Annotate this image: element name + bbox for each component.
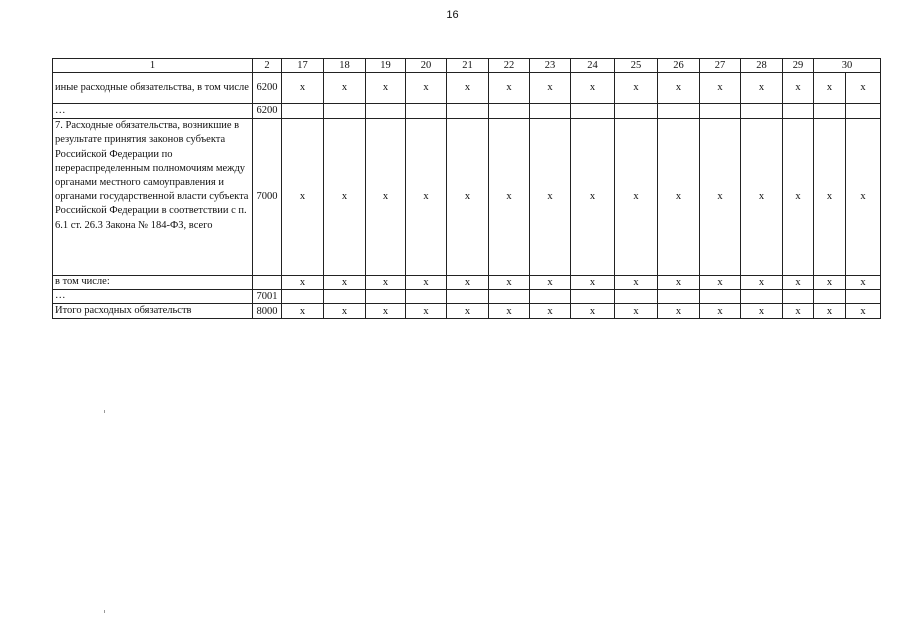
value-cell (741, 290, 783, 304)
value-cell: x (366, 119, 406, 276)
value-cell: x (489, 119, 530, 276)
value-cell: x (282, 73, 324, 104)
header-cell: 23 (530, 59, 571, 73)
value-cell: x (571, 119, 615, 276)
value-cell: x (658, 276, 700, 290)
value-cell: x (489, 276, 530, 290)
value-cell: x (324, 304, 366, 319)
header-cell: 30 (814, 59, 881, 73)
value-cell (282, 104, 324, 119)
value-cell: x (406, 276, 447, 290)
value-cell: x (700, 119, 741, 276)
value-cell: x (741, 276, 783, 290)
value-cell (615, 290, 658, 304)
value-cell: x (783, 119, 814, 276)
value-cell: x (530, 276, 571, 290)
value-cell (366, 104, 406, 119)
obligations-table (52, 58, 881, 319)
value-cell (571, 104, 615, 119)
value-cell (324, 290, 366, 304)
value-cell (530, 104, 571, 119)
value-cell: x (814, 304, 846, 319)
header-cell: 29 (783, 59, 814, 73)
row-description: … (53, 290, 253, 304)
value-cell (814, 104, 846, 119)
value-cell: x (366, 73, 406, 104)
value-cell: x (741, 119, 783, 276)
value-cell: x (846, 119, 881, 276)
table-row (53, 304, 881, 319)
row-description: иные расходные обязательства, в том числе (53, 73, 253, 104)
value-cell: x (366, 276, 406, 290)
value-cell (282, 290, 324, 304)
value-cell: x (447, 73, 489, 104)
value-cell: x (406, 304, 447, 319)
value-cell (658, 290, 700, 304)
value-cell: x (846, 276, 881, 290)
value-cell (447, 104, 489, 119)
value-cell (846, 104, 881, 119)
header-cell: 24 (571, 59, 615, 73)
row-description: … (53, 104, 253, 119)
value-cell: x (783, 276, 814, 290)
value-cell: x (615, 304, 658, 319)
header-cell: 22 (489, 59, 530, 73)
value-cell (700, 104, 741, 119)
value-cell (406, 104, 447, 119)
scan-speck (104, 610, 105, 613)
page-number: 16 (446, 9, 459, 21)
header-cell: 26 (658, 59, 700, 73)
value-cell: x (658, 304, 700, 319)
value-cell (366, 290, 406, 304)
value-cell: x (282, 119, 324, 276)
value-cell: x (282, 276, 324, 290)
value-cell: x (571, 304, 615, 319)
value-cell (530, 290, 571, 304)
row-code: 6200 (253, 104, 282, 119)
row-code: 7000 (253, 119, 282, 276)
value-cell: x (406, 119, 447, 276)
value-cell: x (700, 73, 741, 104)
value-cell: x (530, 304, 571, 319)
value-cell: x (741, 304, 783, 319)
table-row (53, 276, 881, 290)
value-cell: x (447, 276, 489, 290)
value-cell: x (324, 73, 366, 104)
value-cell: x (530, 119, 571, 276)
value-cell: x (783, 73, 814, 104)
value-cell: x (615, 73, 658, 104)
value-cell: x (615, 119, 658, 276)
value-cell (324, 104, 366, 119)
header-cell: 19 (366, 59, 406, 73)
value-cell: x (846, 73, 881, 104)
value-cell: x (530, 73, 571, 104)
value-cell: x (814, 276, 846, 290)
value-cell (700, 290, 741, 304)
value-cell (615, 104, 658, 119)
value-cell: x (700, 304, 741, 319)
value-cell: x (783, 304, 814, 319)
header-cell: 28 (741, 59, 783, 73)
value-cell: x (658, 119, 700, 276)
value-cell: x (447, 304, 489, 319)
value-cell (489, 290, 530, 304)
value-cell (741, 104, 783, 119)
header-cell: 2 (253, 59, 282, 73)
header-cell: 20 (406, 59, 447, 73)
row-code: 6200 (253, 73, 282, 104)
value-cell: x (814, 119, 846, 276)
value-cell: x (658, 73, 700, 104)
value-cell: x (324, 276, 366, 290)
value-cell (846, 290, 881, 304)
value-cell: x (814, 73, 846, 104)
row-code: 8000 (253, 304, 282, 319)
value-cell: x (489, 73, 530, 104)
row-description: 7. Расходные обязательства, возникшие в результате принятия законов субъекта Российской Федерации по перераспределенным полномочиям между органами местного самоуправления и органами государственной власти субъекта Российской Федерации в соответствии с п. 6.1 ст. 26.3 Закона № 184-ФЗ, всего (53, 119, 253, 276)
row-code: 7001 (253, 290, 282, 304)
row-description: Итого расходных обязательств (53, 304, 253, 319)
value-cell (783, 290, 814, 304)
value-cell (489, 104, 530, 119)
value-cell (814, 290, 846, 304)
value-cell (658, 104, 700, 119)
value-cell (447, 290, 489, 304)
header-cell: 25 (615, 59, 658, 73)
value-cell: x (741, 73, 783, 104)
header-cell: 21 (447, 59, 489, 73)
scan-speck (104, 410, 105, 413)
header-cell: 1 (53, 59, 253, 73)
value-cell (406, 290, 447, 304)
value-cell: x (406, 73, 447, 104)
value-cell: x (571, 276, 615, 290)
table-row (53, 119, 881, 276)
header-cell: 17 (282, 59, 324, 73)
row-code (253, 276, 282, 290)
value-cell: x (489, 304, 530, 319)
table-row (53, 73, 881, 104)
value-cell: x (447, 119, 489, 276)
value-cell: x (615, 276, 658, 290)
value-cell: x (571, 73, 615, 104)
value-cell (571, 290, 615, 304)
table-header-row (53, 59, 881, 73)
header-cell: 27 (700, 59, 741, 73)
value-cell (783, 104, 814, 119)
table-row (53, 290, 881, 304)
value-cell: x (324, 119, 366, 276)
value-cell: x (282, 304, 324, 319)
table-row (53, 104, 881, 119)
row-description: в том числе: (53, 276, 253, 290)
value-cell: x (846, 304, 881, 319)
value-cell: x (366, 304, 406, 319)
header-cell: 18 (324, 59, 366, 73)
value-cell: x (700, 276, 741, 290)
